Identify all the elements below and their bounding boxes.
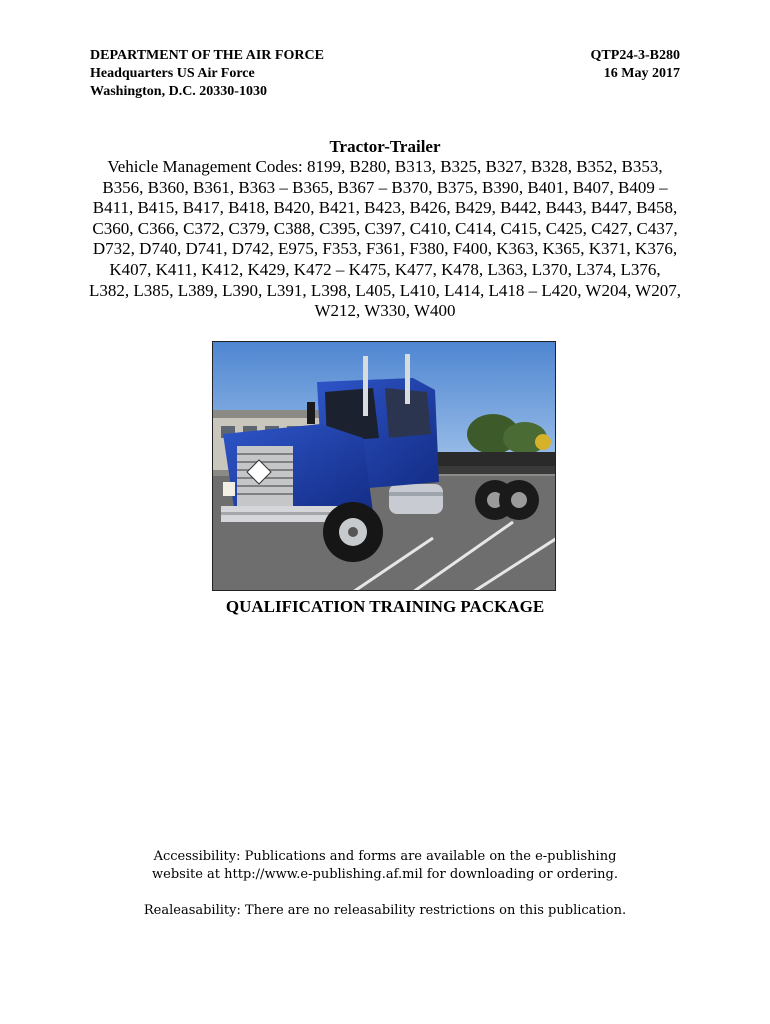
vehicle-management-codes: Vehicle Management Codes: 8199, B280, B313, B325, B327, B328, B352, B353, B356, B360, B361, B363 – B365, B367 – B370, B375, B390, B401, B407, B409 – B411, B415, B417, B418, B420, B421, B423, B426, B429, B442, B443, B447, B458, C360, C366, C372, C379, C388, C395, C397, C410, C414, C415, C425, C427, C437, D732, D740, D741, D742, E975, F353, F361, F380, F400, K363, K365, K371, K376, K407, K411, K412, K429, K472 – K475, K477, K478, L363, L370, L374, L376, L382, L385, L389, L390, L391, L398, L405, L410, L414, L418 – L420, W204, W207, W212, W330, W400 <box>89 157 681 321</box>
document-number: QTP24-3-B280 <box>590 48 680 63</box>
organization-address: Washington, D.C. 20330-1030 <box>90 84 267 99</box>
organization-block <box>90 47 324 101</box>
organization-unit: Headquarters US Air Force <box>90 66 255 81</box>
accessibility-line-2: website at http://www.e-publishing.af.mil for downloading or ordering. <box>152 867 618 882</box>
document-date: 16 May 2017 <box>603 66 680 81</box>
accessibility-line-1: Accessibility: Publications and forms are available on the e-publishing <box>153 849 617 864</box>
tractor-trailer-photo <box>212 341 556 591</box>
footer-spacer <box>0 884 770 902</box>
document-title: Tractor-Trailer <box>329 137 441 156</box>
package-title: QUALIFICATION TRAINING PACKAGE <box>225 597 545 616</box>
organization-name: DEPARTMENT OF THE AIR FORCE <box>90 48 324 63</box>
document-id-block <box>591 47 680 83</box>
releasability-statement: Realeasability: There are no releasability restrictions on this publication. <box>143 903 627 918</box>
footer-notes <box>0 848 770 920</box>
